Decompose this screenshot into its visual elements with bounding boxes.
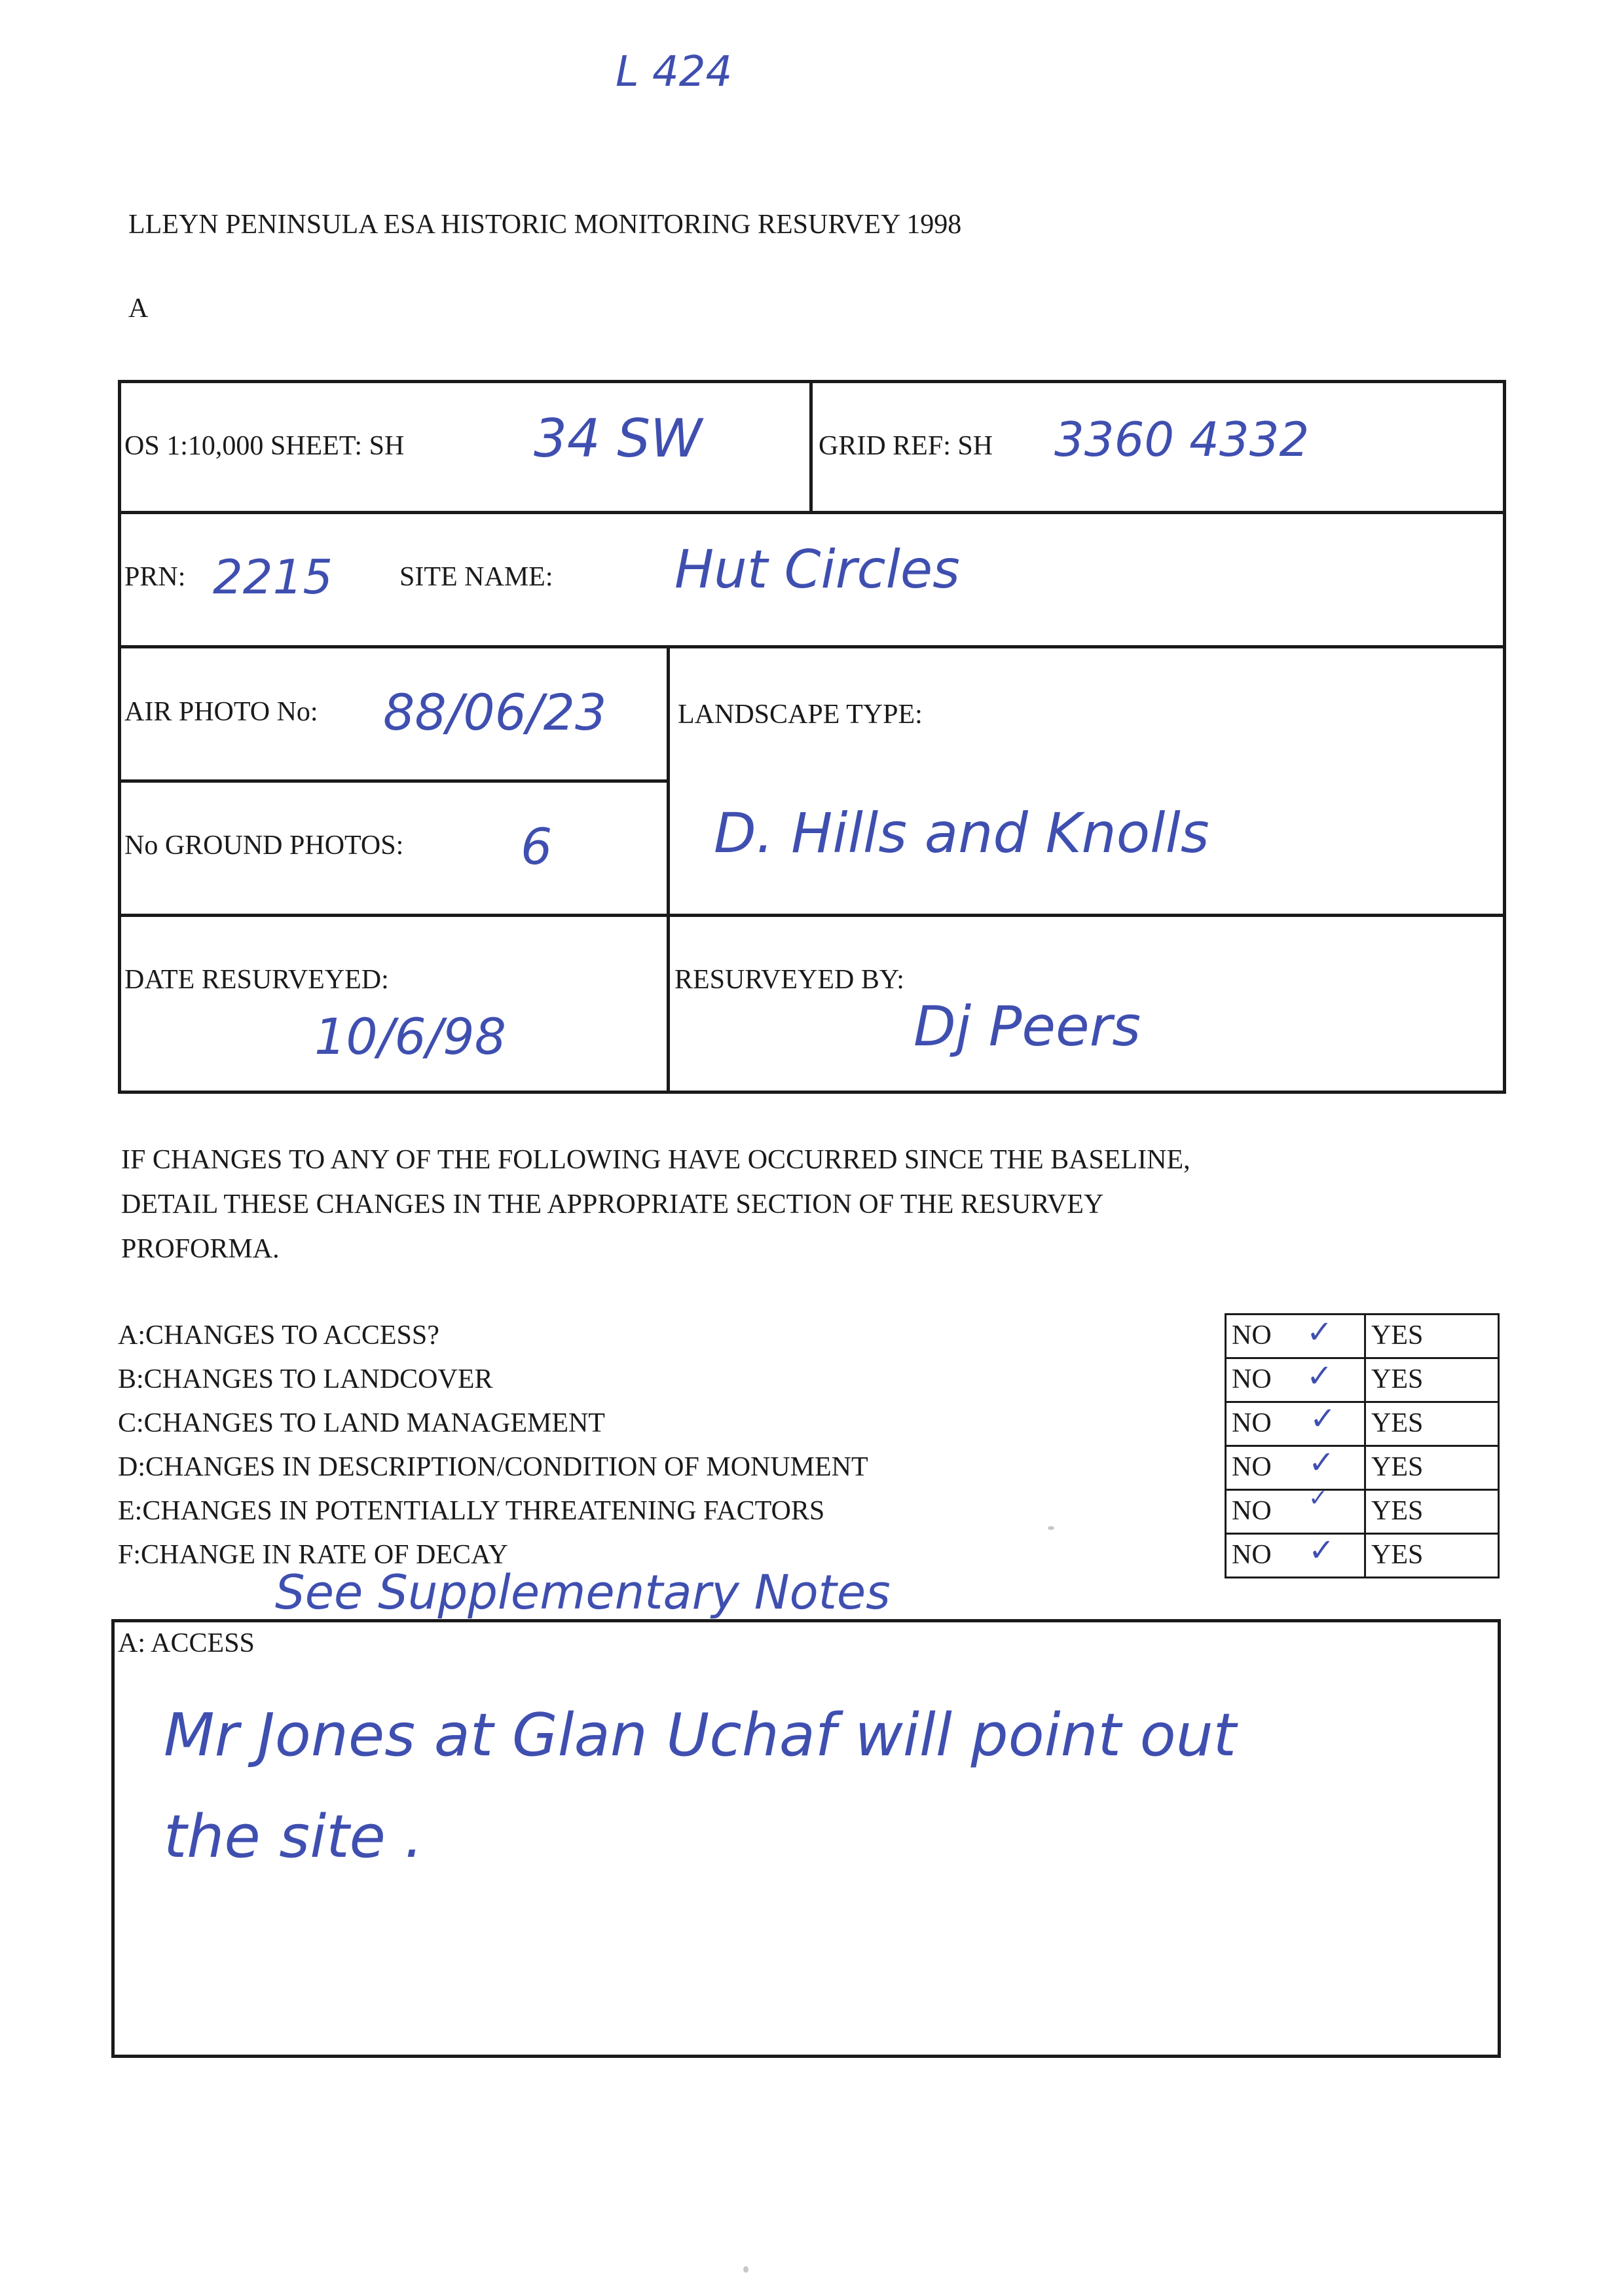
instructions-line-2: DETAIL THESE CHANGES IN THE APPROPRIATE SECTION OF THE RESURVEY — [121, 1189, 1104, 1220]
tick-icon: ✓ — [1308, 1485, 1329, 1512]
change-label-rate-of-decay: F:CHANGE IN RATE OF DECAY — [118, 1540, 508, 1570]
supplementary-notes-annotation: See Supplementary Notes — [275, 1565, 891, 1620]
yes-checkbox[interactable] — [1364, 1357, 1500, 1403]
air-photo-value: 88/06/23 — [383, 683, 607, 741]
site-name-label: SITE NAME: — [399, 562, 553, 592]
yes-checkbox[interactable] — [1364, 1401, 1500, 1447]
air-photo-label: AIR PHOTO No: — [124, 697, 318, 727]
resurveyed-by-label: RESURVEYED BY: — [674, 965, 904, 995]
no-option-label: NO — [1232, 1364, 1272, 1394]
no-checkbox[interactable] — [1225, 1445, 1366, 1491]
date-resurveyed-label: DATE RESURVEYED: — [124, 965, 389, 995]
yes-option-label: YES — [1371, 1452, 1424, 1482]
scan-speck — [743, 2266, 748, 2273]
section-letter: A — [128, 293, 149, 324]
landscape-type-value: D. Hills and Knolls — [714, 801, 1209, 865]
access-notes-line-1: Mr Jones at Glan Uchaf will point out — [164, 1701, 1236, 1770]
change-label-landcover: B:CHANGES TO LANDCOVER — [118, 1364, 493, 1394]
no-option-label: NO — [1232, 1408, 1272, 1438]
ground-photos-value: 6 — [521, 817, 553, 876]
os-sheet-label: OS 1:10,000 SHEET: SH — [124, 431, 405, 461]
no-checkbox[interactable] — [1225, 1401, 1366, 1447]
handwritten-reference: L 424 — [616, 48, 733, 96]
date-resurveyed-value: 10/6/98 — [314, 1007, 506, 1066]
prn-label: PRN: — [124, 562, 186, 592]
tick-icon: ✓ — [1310, 1400, 1337, 1437]
yes-checkbox[interactable] — [1364, 1313, 1500, 1359]
tick-icon: ✓ — [1308, 1444, 1335, 1481]
os-sheet-value: 34 SW — [534, 408, 703, 469]
access-notes-line-2: the site . — [164, 1802, 424, 1871]
table-divider — [809, 380, 813, 514]
no-checkbox[interactable] — [1225, 1357, 1366, 1403]
scan-speck — [1048, 1526, 1054, 1530]
yes-checkbox[interactable] — [1364, 1489, 1500, 1535]
access-label: A: ACCESS — [118, 1628, 255, 1658]
yes-option-label: YES — [1371, 1364, 1424, 1394]
no-option-label: NO — [1232, 1496, 1272, 1526]
table-divider — [118, 779, 668, 783]
ground-photos-label: No GROUND PHOTOS: — [124, 830, 404, 861]
form-title: LLEYN PENINSULA ESA HISTORIC MONITORING RESURVEY 1998 — [128, 210, 962, 240]
change-label-monument-condition: D:CHANGES IN DESCRIPTION/CONDITION OF MONUMENT — [118, 1452, 868, 1482]
tick-icon: ✓ — [1306, 1358, 1333, 1394]
change-label-access: A:CHANGES TO ACCESS? — [118, 1320, 439, 1351]
site-name-value: Hut Circles — [674, 539, 960, 600]
table-divider — [667, 645, 670, 1094]
instructions-line-1: IF CHANGES TO ANY OF THE FOLLOWING HAVE OCCURRED SINCE THE BASELINE, — [121, 1145, 1190, 1175]
grid-ref-value: 3360 4332 — [1054, 412, 1310, 467]
landscape-type-label: LANDSCAPE TYPE: — [678, 700, 923, 730]
change-label-threatening-factors: E:CHANGES IN POTENTIALLY THREATENING FACTORS — [118, 1496, 825, 1526]
yes-option-label: YES — [1371, 1540, 1424, 1570]
grid-ref-label: GRID REF: SH — [819, 431, 993, 461]
no-checkbox[interactable] — [1225, 1313, 1366, 1359]
yes-option-label: YES — [1371, 1496, 1424, 1526]
no-checkbox[interactable] — [1225, 1533, 1366, 1578]
no-checkbox[interactable] — [1225, 1485, 1366, 1535]
change-label-land-management: C:CHANGES TO LAND MANAGEMENT — [118, 1408, 605, 1438]
tick-icon: ✓ — [1306, 1314, 1333, 1351]
table-divider — [118, 645, 1506, 648]
no-option-label: NO — [1232, 1452, 1272, 1482]
yes-option-label: YES — [1371, 1408, 1424, 1438]
yes-option-label: YES — [1371, 1320, 1424, 1351]
yes-checkbox[interactable] — [1364, 1533, 1500, 1578]
tick-icon: ✓ — [1308, 1532, 1335, 1569]
instructions-line-3: PROFORMA. — [121, 1234, 280, 1264]
no-option-label: NO — [1232, 1320, 1272, 1351]
table-divider — [118, 914, 1506, 917]
yes-checkbox[interactable] — [1364, 1445, 1500, 1491]
resurveyed-by-signature: Dj Peers — [913, 994, 1141, 1058]
prn-value: 2215 — [213, 550, 333, 605]
no-option-label: NO — [1232, 1540, 1272, 1570]
